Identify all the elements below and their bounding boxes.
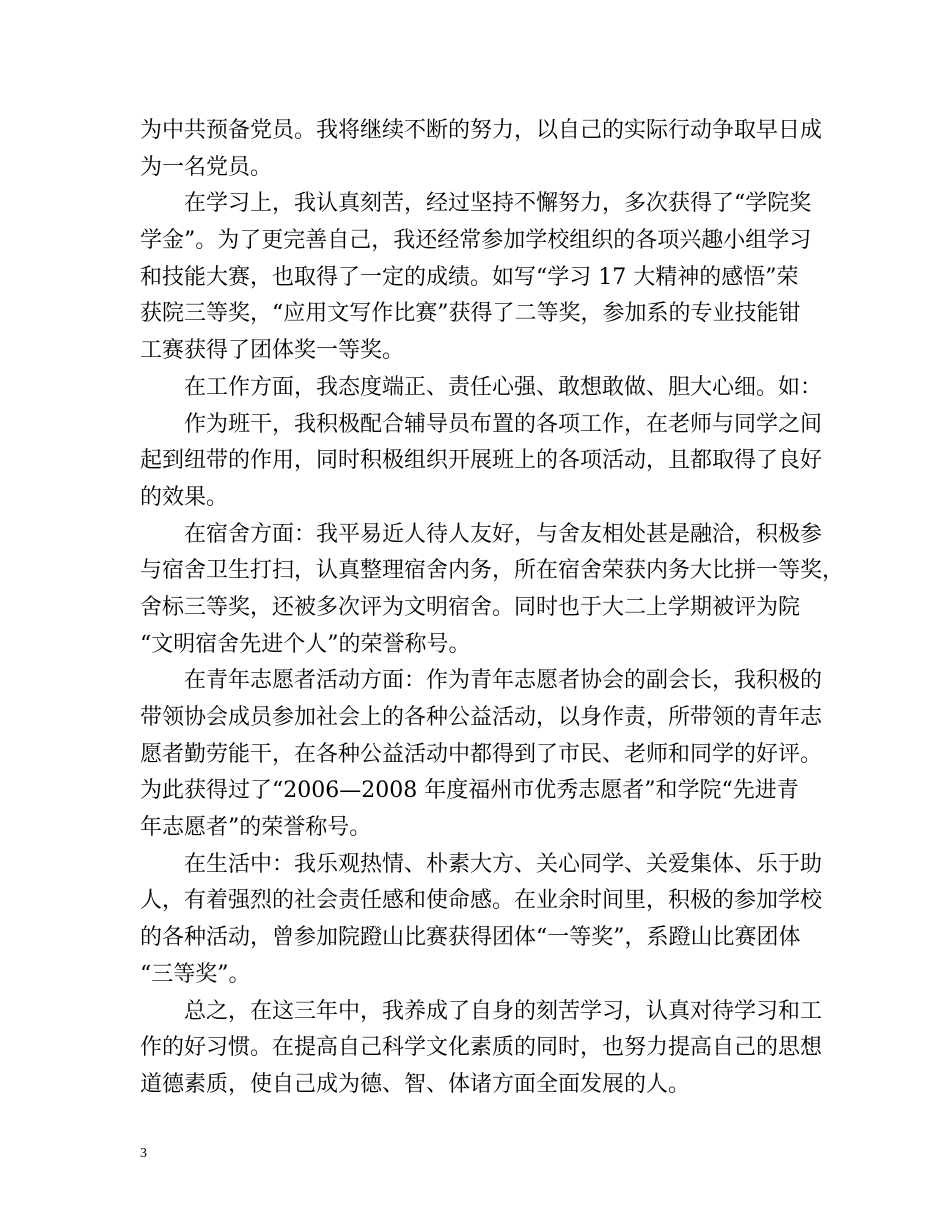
text-line: 起到纽带的作用，同时积极组织开展班上的各项活动，且都取得了良好: [140, 448, 823, 474]
document-body: [140, 113, 845, 1104]
text-line: 的效果。: [140, 484, 229, 510]
text-line: 为中共预备党员。我将继续不断的努力，以自己的实际行动争取早日成: [140, 118, 823, 143]
paragraph-start-line: 作为班干，我积极配合辅导员布置的各项工作，在老师与同学之间: [184, 411, 823, 437]
paragraph-start-line: 总之，在这三年中，我养成了自身的刻苦学习，认真对待学习和工: [184, 998, 823, 1024]
text-line: 带领协会成员参加社会上的各种公益活动，以身作责，所带领的青年志: [140, 705, 823, 730]
text-line: 为一名党员。: [140, 154, 273, 180]
text-line: 获院三等奖，“应用文写作比赛”获得了二等奖，参加系的专业技能钳: [140, 301, 801, 327]
text-line: 与宿舍卫生打扫，认真整理宿舍内务，所在宿舍荣获内务大比拼一等奖，: [140, 558, 845, 584]
text-line: 道德素质，使自己成为德、智、体诸方面全面发展的人。: [140, 1071, 691, 1097]
text-line: “文明宿舍先进个人”的荣誉称号。: [140, 631, 471, 657]
text-line: 和技能大赛，也取得了一定的成绩。如写“学习 17 大精神的感悟”荣: [140, 264, 799, 290]
text-line: 愿者勤劳能干，在各种公益活动中都得到了市民、老师和同学的好评。: [140, 741, 823, 767]
text-line: 人，有着强烈的社会责任感和使命感。在业余时间里，积极的参加学校: [140, 888, 823, 914]
text-line: 学金”。为了更完善自己，我还经常参加学校组织的各项兴趣小组学习: [140, 228, 812, 254]
paragraph-start-line: 在学习上，我认真刻苦，经过坚持不懈努力，多次获得了“学院奖: [184, 191, 812, 217]
text-line: 的各种活动，曾参加院蹬山比赛获得团体“一等奖”，系蹬山比赛团体: [140, 925, 801, 951]
paragraph-start-line: 在生活中：我乐观热情、朴素大方、关心同学、关爱集体、乐于助: [184, 851, 823, 877]
page-number: 3: [140, 1146, 147, 1161]
paragraph-start-line: 在工作方面，我态度端正、责任心强、敢想敢做、胆大心细。如：: [184, 374, 823, 400]
paragraph-start-line: 在宿舍方面：我平易近人待人友好，与舍友相处甚是融洽，积极参: [184, 521, 823, 547]
paragraph-start-line: 在青年志愿者活动方面：作为青年志愿者协会的副会长，我积极的: [184, 668, 823, 694]
text-line: 作的好习惯。在提高自己科学文化素质的同时，也努力提高自己的思想: [140, 1035, 823, 1061]
text-line: 为此获得过了“2006—2008 年度福州市优秀志愿者”和学院“先进青: [140, 778, 799, 804]
text-line: “三等奖”。: [140, 961, 251, 987]
text-line: 工赛获得了团体奖一等奖。: [140, 338, 405, 364]
text-line: 舍标三等奖，还被多次评为文明宿舍。同时也于大二上学期被评为院: [140, 594, 801, 620]
text-line: 年志愿者”的荣誉称号。: [140, 815, 372, 841]
